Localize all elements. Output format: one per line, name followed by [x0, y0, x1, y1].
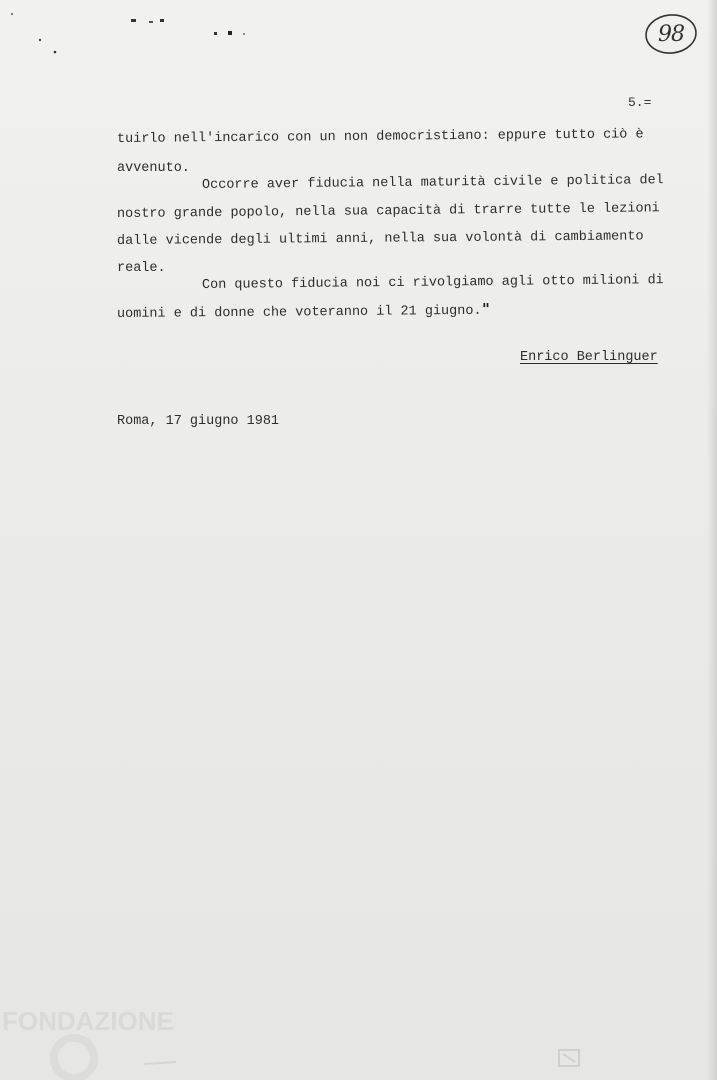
faint-ink-mark [140, 1052, 180, 1074]
archive-number-text: 98 [658, 21, 684, 47]
body-line-8: uomini e di donne che voteranno il 21 giugno. [116, 303, 482, 322]
faint-stamp-mark [553, 1044, 587, 1072]
body-line-3: Occorre aver fiducia nella maturità civile e politica del [201, 173, 664, 193]
body-line-7: Con questo fiducia noi ci rivolgiamo agli otto milioni di [201, 273, 664, 293]
body-line-5: dalle vicende degli ultimi anni, nella sua volontà di cambiamento [116, 229, 644, 249]
body-line-6: reale. [117, 261, 166, 276]
handwritten-closing-quote: " [482, 300, 490, 318]
body-line-4: nostro grande popolo, nella sua capacità di trarre tutte le lezioni [116, 201, 660, 222]
body-line-1: tuirlo nell'incarico con un non democristiano: eppure tutto ciò è [116, 127, 644, 147]
scan-specks [0, 0, 300, 60]
dateline: Roma, 17 giugno 1981 [117, 414, 280, 429]
watermark-text: FONDAZIONE [2, 1006, 174, 1036]
page-edge-shadow [707, 0, 717, 1080]
page-number: 5.= [628, 95, 652, 110]
foundation-watermark [0, 1000, 240, 1080]
signature: Enrico Berlinguer [520, 350, 658, 365]
body-line-2: avvenuto. [117, 161, 190, 176]
archive-page-number [643, 12, 699, 56]
